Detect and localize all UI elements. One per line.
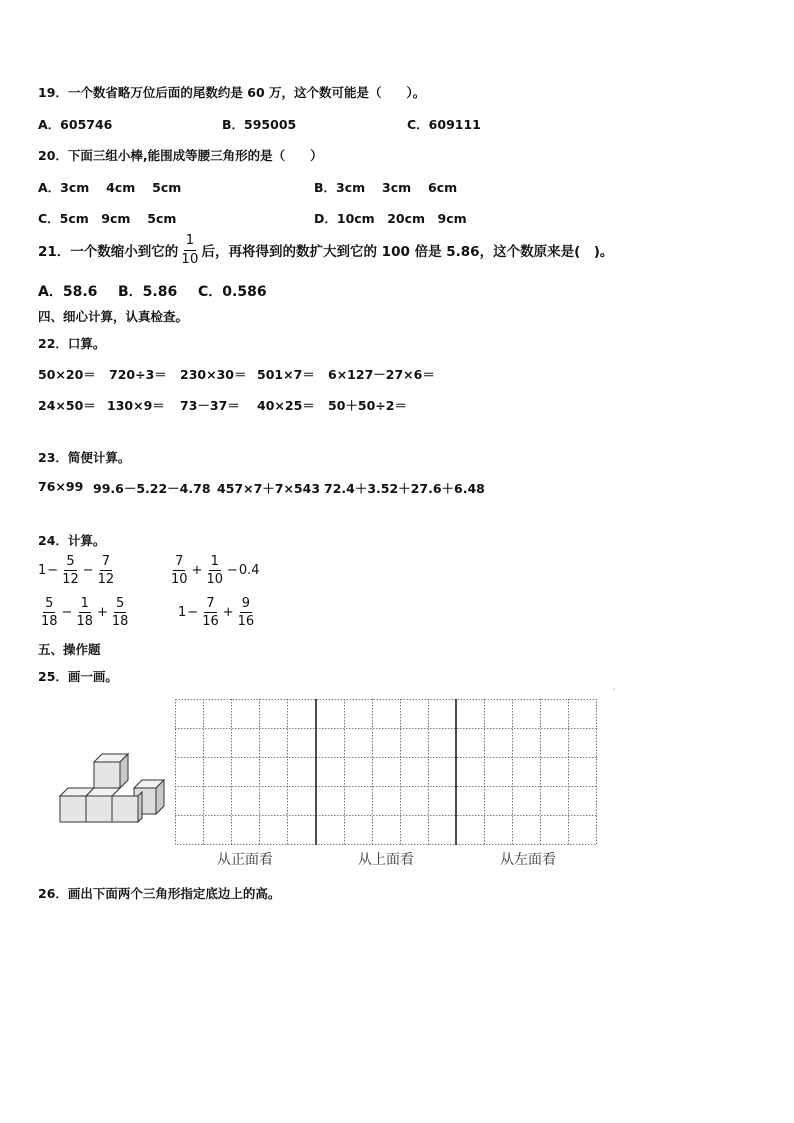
oral-calc-item: 50＋50÷2＝ <box>328 398 407 413</box>
question-23-stem: 23．简便计算。 <box>38 450 131 465</box>
expr-fraction: $\frac{9}{16}$ <box>237 596 255 629</box>
q21-frac-denominator: 10 <box>181 250 199 267</box>
oral-calc-item: 73－37＝ <box>180 398 240 413</box>
expr-operator: − <box>61 605 73 620</box>
q21-fraction <box>179 234 200 266</box>
question-25-stem: 25．画一画。 <box>38 669 118 684</box>
expr-fraction: $\frac{5}{18}$ <box>111 596 129 629</box>
q19-option-c: C．609111 <box>407 117 481 132</box>
fraction-expression-1 <box>38 555 117 586</box>
expr-operator: + <box>97 605 108 620</box>
q20-option-c: C．5cm 9cm 5cm <box>38 211 177 226</box>
expr-fraction: $\frac{7}{16}$ <box>202 596 219 629</box>
simplify-calc-item: 76×99 <box>38 479 84 494</box>
oral-calc-item: 130×9＝ <box>107 398 165 413</box>
question-24-stem: 24．计算。 <box>38 533 106 548</box>
oral-calc-item: 720÷3＝ <box>109 367 167 382</box>
expr-operator: + <box>222 605 234 620</box>
oral-calc-item: 501×7＝ <box>257 367 315 382</box>
decorative-dot: · <box>613 685 616 694</box>
expr-operator: − <box>47 563 59 578</box>
question-20-stem: 20．下面三组小棒,能围成等腰三角形的是（ ） <box>38 148 323 163</box>
q21-stem-after: 后，再将得到的数扩大到它的 100 倍是 5.86，这个数原来是( )。 <box>201 244 614 260</box>
expr-fraction: $\frac{5}{18}$ <box>41 596 58 629</box>
view-label-left: 从左面看 <box>500 852 556 868</box>
question-26-stem: 26．画出下面两个三角形指定底边上的高。 <box>38 886 281 901</box>
expr-term: 1 <box>38 563 47 578</box>
oral-calc-item: 230×30＝ <box>180 367 247 382</box>
question-22-stem: 22．口算。 <box>38 336 106 351</box>
simplify-calc-item: 72.4＋3.52＋27.6＋6.48 <box>324 481 485 496</box>
q21-option-b: B．5.86 <box>118 284 178 300</box>
q20-option-d: D．10cm 20cm 9cm <box>314 211 467 226</box>
fraction-expression-2 <box>168 555 260 586</box>
q20-option-b: B．3cm 3cm 6cm <box>314 180 458 195</box>
q21-frac-numerator: 1 <box>184 234 197 251</box>
q21-stem-before: 21．一个数缩小到它的 <box>38 244 179 260</box>
fraction-expression-4 <box>178 597 257 628</box>
expr-fraction: $\frac{1}{10}$ <box>206 554 223 587</box>
q21-option-a: A．58.6 <box>38 284 98 300</box>
q19-option-b: B．595005 <box>222 117 297 132</box>
view-label-top: 从上面看 <box>358 852 414 868</box>
simplify-calc-item: 99.6－5.22－4.78 <box>93 481 211 496</box>
expr-fraction: $\frac{7}{10}$ <box>171 554 188 587</box>
drawing-grid[interactable] <box>175 699 598 846</box>
expr-term: 0.4 <box>238 563 260 578</box>
question-21-stem <box>38 234 613 266</box>
section-5-heading: 五、操作题 <box>38 642 101 657</box>
expr-operator: − <box>227 563 238 578</box>
oral-calc-item: 40×25＝ <box>257 398 315 413</box>
simplify-calc-item: 457×7＋7×543 <box>217 481 321 496</box>
section-4-heading: 四、细心计算，认真检查。 <box>38 309 189 324</box>
q19-option-a: A．605746 <box>38 117 113 132</box>
oral-calc-item: 50×20＝ <box>38 367 96 382</box>
oral-calc-item: 24×50＝ <box>38 398 96 413</box>
q21-option-c: C．0.586 <box>198 284 267 300</box>
expr-term: 1 <box>178 605 187 620</box>
expr-operator: − <box>187 605 199 620</box>
view-label-front: 从正面看 <box>217 852 273 868</box>
expr-operator: − <box>82 563 94 578</box>
oral-calc-item: 6×127－27×6＝ <box>328 367 435 382</box>
expr-operator: + <box>191 563 203 578</box>
q20-option-a: A．3cm 4cm 5cm <box>38 180 182 195</box>
fraction-expression-3 <box>38 597 131 628</box>
expr-fraction: $\frac{5}{12}$ <box>62 554 79 587</box>
expr-fraction: $\frac{7}{12}$ <box>97 554 115 587</box>
expr-fraction: $\frac{1}{18}$ <box>76 596 93 629</box>
cube-stack-figure <box>56 750 166 830</box>
question-19-stem: 19．一个数省略万位后面的尾数约是 60 万，这个数可能是（ ）。 <box>38 85 426 100</box>
